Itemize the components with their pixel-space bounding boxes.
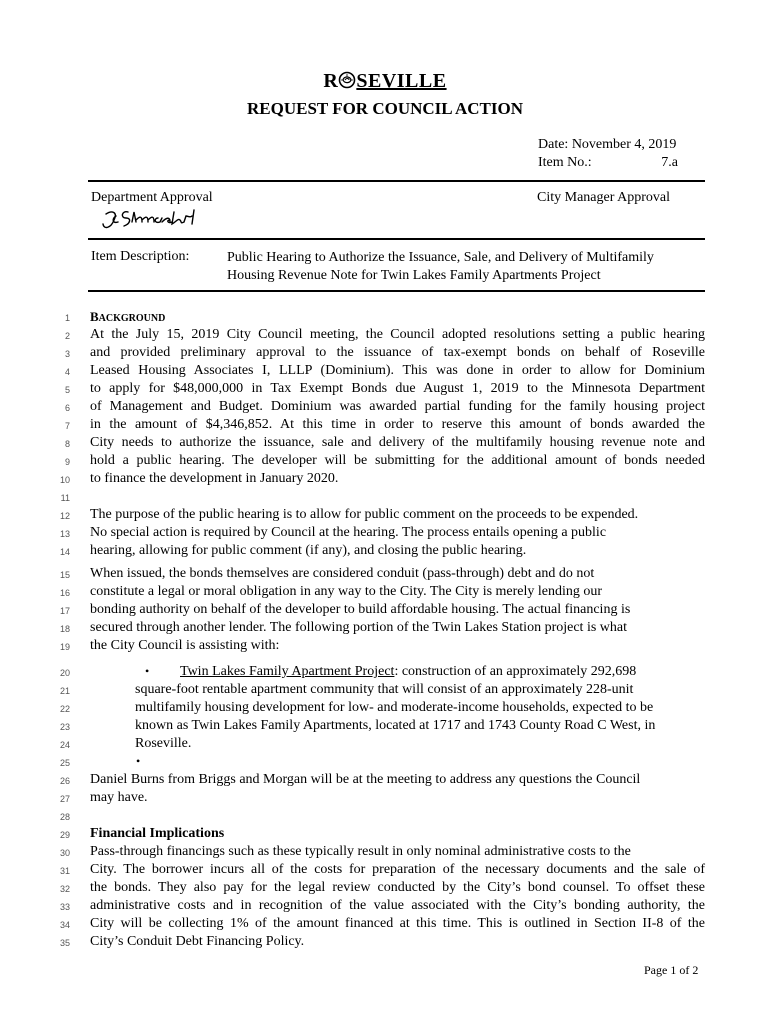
logo-rest: SEVILLE [356, 70, 447, 92]
item-number-value: 7.a [661, 155, 678, 170]
bullet-marker: • [145, 664, 150, 678]
line-number: 4 [64, 367, 70, 377]
item-description-line: Housing Revenue Note for Twin Lakes Family Apartments Project [227, 268, 601, 283]
body-line: the City Council is assisting with: [90, 638, 280, 653]
body-line: No special action is required by Council at the hearing. The process entails opening a public [90, 525, 607, 540]
bullet-first-line: Twin Lakes Family Apartment Project: construction of an approximately 292,698 [180, 664, 637, 679]
line-number: 18 [59, 624, 70, 634]
line-number: 3 [64, 349, 70, 359]
line-number: 31 [59, 866, 70, 876]
body-line: hold a public hearing. The developer will be submitting for the additional amount of bonds needed [90, 453, 705, 468]
divider [88, 180, 705, 182]
body-line: may have. [90, 790, 148, 805]
line-number: 1 [64, 313, 70, 323]
body-line: to finance the development in January 2020. [90, 471, 339, 486]
body-line: Daniel Burns from Briggs and Morgan will be at the meeting to address any questions the Council [90, 772, 641, 787]
body-line: City’s Conduit Debt Financing Policy. [90, 934, 305, 949]
body-line: At the July 15, 2019 City Council meeting, the Council adopted resolutions setting a public hearing [90, 327, 705, 342]
line-number: 29 [59, 830, 70, 840]
meeting-date: Date: November 4, 2019 [538, 137, 677, 152]
line-number: 7 [64, 421, 70, 431]
department-approval-label: Department Approval [91, 190, 213, 205]
line-number: 20 [59, 668, 70, 678]
body-line: administrative costs and in recognition of the value associated with the City’s bonding authority, the [90, 898, 705, 913]
line-number: 27 [59, 794, 70, 804]
logo-initial: R [323, 70, 339, 92]
line-number: 22 [59, 704, 70, 714]
city-manager-approval-label: City Manager Approval [537, 190, 670, 205]
line-number: 9 [64, 457, 70, 467]
line-number: 10 [59, 475, 70, 485]
item-description-text [227, 249, 707, 285]
body-line: When issued, the bonds themselves are considered conduit (pass-through) debt and do not [90, 566, 595, 581]
roseville-logo [0, 70, 770, 93]
section-heading-financial: Financial Implications [90, 826, 225, 841]
line-number: 17 [59, 606, 70, 616]
body-line: the bonds. They also pay for the legal review conducted by the City’s bond counsel. To offset these [90, 880, 705, 895]
line-number: 33 [59, 902, 70, 912]
section-heading-background: BACKGROUND [90, 309, 166, 324]
bullet-line: known as Twin Lakes Family Apartments, located at 1717 and 1743 County Road C West, in [135, 718, 656, 733]
line-number: 24 [59, 740, 70, 750]
line-number: 30 [59, 848, 70, 858]
body-line: in the amount of $4,346,852. At this time in order to reserve this amount of bonds awarded the [90, 417, 705, 432]
line-number: 23 [59, 722, 70, 732]
line-number: 35 [59, 938, 70, 948]
project-name-link: Twin Lakes Family Apartment Project [180, 664, 395, 679]
line-number: 34 [59, 920, 70, 930]
body-line: The purpose of the public hearing is to allow for public comment on the proceeds to be expended. [90, 507, 639, 522]
item-description-label: Item Description: [91, 249, 190, 264]
line-number: 6 [64, 403, 70, 413]
line-number: 13 [59, 529, 70, 539]
page-title: REQUEST FOR COUNCIL ACTION [247, 99, 523, 118]
line-number: 14 [59, 547, 70, 557]
body-line: hearing, allowing for public comment (if any), and closing the public hearing. [90, 543, 527, 558]
line-number: 26 [59, 776, 70, 786]
handwritten-signature [100, 206, 210, 234]
line-number: 21 [59, 686, 70, 696]
line-number: 19 [59, 642, 70, 652]
line-number: 8 [64, 439, 70, 449]
body-line: to apply for $48,000,000 in Tax Exempt Bonds due August 1, 2019 to the Minnesota Department [90, 381, 705, 396]
item-number [538, 155, 688, 171]
line-number: 5 [64, 385, 70, 395]
body-line: bonding authority on behalf of the developer to build affordable housing. The actual financing is [90, 602, 631, 617]
line-number: 12 [59, 511, 70, 521]
rose-icon [338, 70, 356, 92]
line-number: 11 [60, 493, 70, 503]
body-line: City will be collecting 1% of the amount financed at this time. This is outlined in Section II-8 of the [90, 916, 705, 931]
bullet-marker: • [136, 754, 141, 768]
body-line: secured through another lender. The following portion of the Twin Lakes Station project is what [90, 620, 627, 635]
body-line: of Management and Budget. Dominium was awarded partial funding for the family housing project [90, 399, 705, 414]
body-line: City needs to authorize the issuance, sale and delivery of the multifamily housing revenue note and [90, 435, 705, 450]
item-description-line: Public Hearing to Authorize the Issuance, Sale, and Delivery of Multifamily [227, 250, 654, 265]
item-number-label: Item No.: [538, 155, 592, 170]
line-number: 16 [59, 588, 70, 598]
body-line: and provided preliminary approval to the issuance of tax-exempt bonds on behalf of Roseville [90, 345, 705, 360]
divider [88, 238, 705, 240]
line-number: 28 [59, 812, 70, 822]
line-number: 15 [59, 570, 70, 580]
line-number: 25 [59, 758, 70, 768]
page-number: Page 1 of 2 [644, 963, 699, 977]
bullet-line: multifamily housing development for low- and moderate-income households, expected to be [135, 700, 654, 715]
body-line: Leased Housing Associates I, LLLP (Dominium). This was done in order to allow for Dominium [90, 363, 705, 378]
line-number: 32 [59, 884, 70, 894]
divider [88, 290, 705, 292]
body-line: Pass-through financings such as these typically result in only nominal administrative costs to the [90, 844, 631, 859]
bullet-line: square-foot rentable apartment community that will consist of an approximately 228-unit [135, 682, 634, 697]
line-number: 2 [64, 331, 70, 341]
body-line: City. The borrower incurs all of the costs for preparation of the necessary documents and the sale of [90, 862, 705, 877]
bullet-line: Roseville. [135, 736, 192, 751]
body-line: constitute a legal or moral obligation in any way to the City. The City is merely lending our [90, 584, 603, 599]
